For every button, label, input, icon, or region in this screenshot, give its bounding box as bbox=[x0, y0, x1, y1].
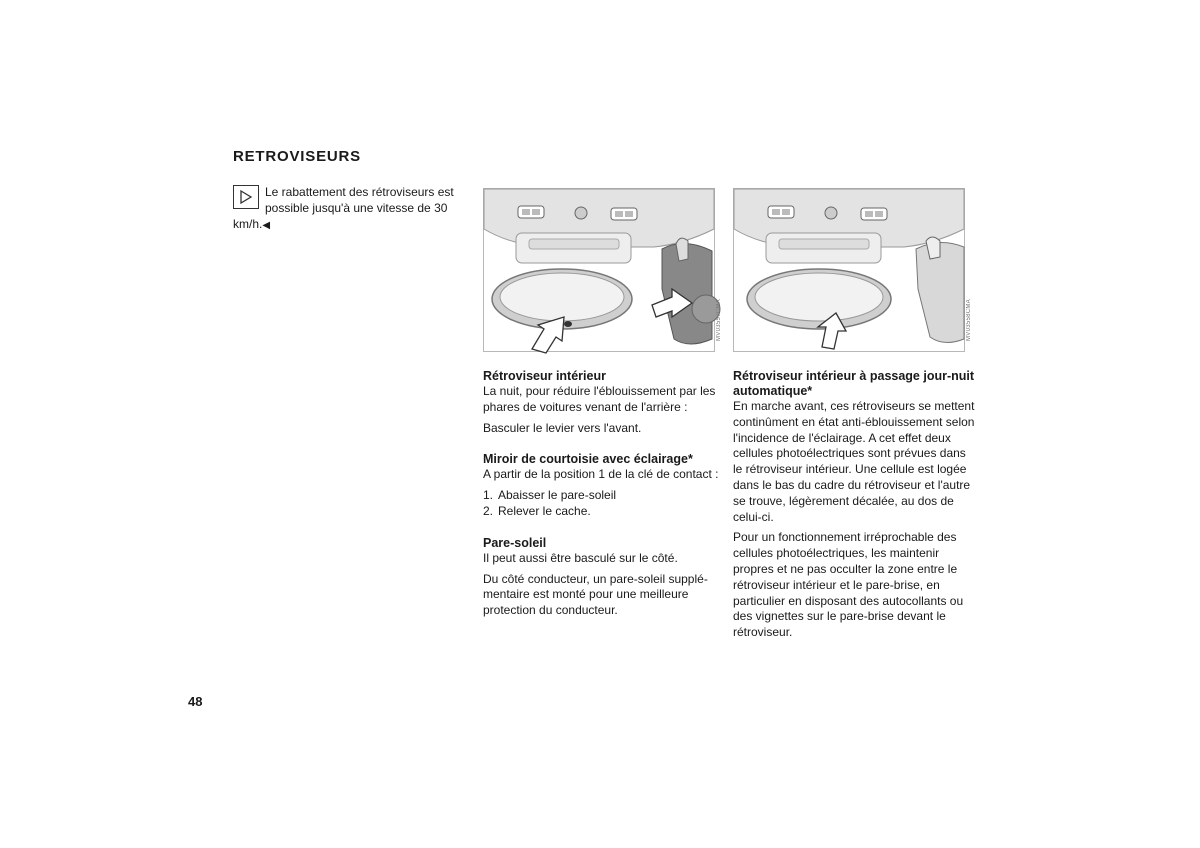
end-mark-icon: ◀ bbox=[262, 220, 271, 231]
interior-mirror-heading: Rétroviseur intérieur bbox=[483, 369, 606, 383]
sunvisor-text-1: Il peut aussi être basculé sur le côté. bbox=[483, 550, 678, 565]
auto-mirror-text-1: En marche avant, ces rétroviseurs se mettent continûment en état anti-éblouissement selon l'incidence de l'éclairage. A cet effet deux cellules photoélectriques sont prévues dans le rétroviseur intérieur. Une cellule est logée dans le bas du cadre du rétroviseur et l'autre se trouve, légèrement décalée, au dos de celui-ci. bbox=[733, 399, 975, 524]
auto-mirror-text-2: Pour un fonctionnement irréprochable des cellules photoélectriques, les maintenir propres et ne pas occulter la zone entre le rétroviseur intérieur et le pare-brise, en particulier en disposant des autocollants ou des vignettes sur le pare-brise devant le rétroviseur. bbox=[733, 530, 964, 640]
vanity-mirror-text: A partir de la position 1 de la clé de contact : bbox=[483, 467, 719, 482]
figure-interior-mirror bbox=[483, 188, 722, 352]
sunvisor-heading: Pare-soleil bbox=[483, 535, 547, 550]
interior-mirror-text: La nuit, pour réduire l'éblouissement par les phares de voitures venant de l'arrière : bbox=[483, 384, 716, 414]
note-text: Le rabattement des rétroviseurs est possible jusqu'à une vitesse de 30 km/h. bbox=[233, 185, 454, 231]
list-item: 1. Abaisser le pare-soleil bbox=[483, 488, 617, 503]
figure-auto-mirror bbox=[733, 188, 972, 352]
list-item: 2. Relever le cache. bbox=[483, 503, 591, 518]
figure-code: MV03558CMA bbox=[966, 299, 972, 342]
right-column bbox=[733, 369, 975, 641]
vanity-mirror-heading: Miroir de courtoisie avec éclairage* bbox=[483, 452, 693, 467]
page-number: 48 bbox=[188, 694, 203, 709]
figure-code: MV03557CMA bbox=[716, 299, 722, 342]
sunvisor-text-2: Du côté conducteur, un pare-soleil supplémentaire est monté pour une meilleure protection du conducteur. bbox=[483, 571, 708, 618]
page-title: RETROVISEURS bbox=[233, 148, 361, 165]
vanity-steps-list bbox=[483, 488, 728, 520]
mirror-illustration-2 bbox=[734, 189, 964, 351]
middle-column bbox=[483, 369, 728, 619]
play-triangle-icon bbox=[233, 185, 259, 209]
auto-mirror-heading: Rétroviseur intérieur à passage jour-nuit automatique* bbox=[733, 369, 975, 398]
note-block bbox=[233, 184, 473, 234]
mirror-illustration-1 bbox=[484, 189, 714, 351]
interior-mirror-instruction: Basculer le levier vers l'avant. bbox=[483, 420, 642, 435]
